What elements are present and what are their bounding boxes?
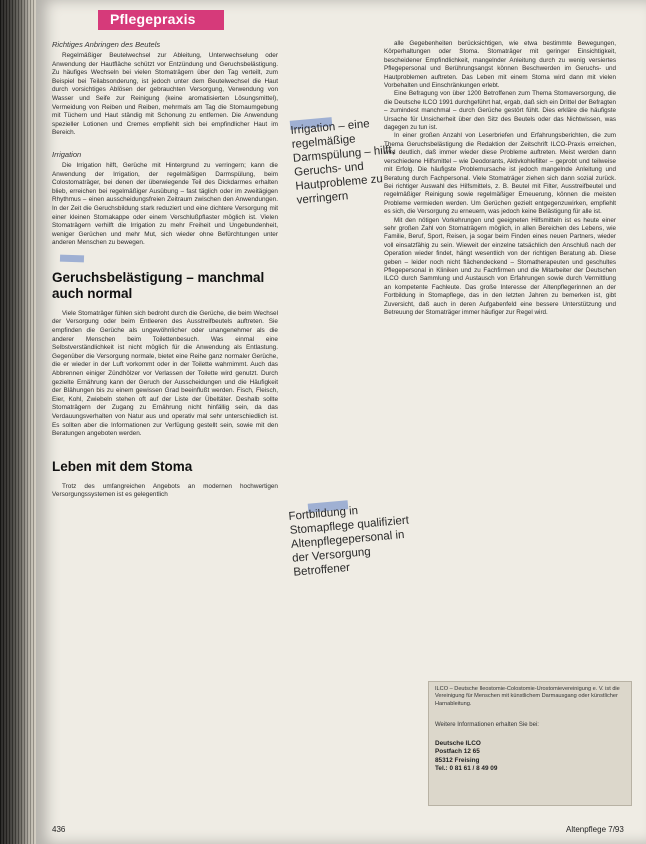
pull-quote: Irrigation – eine regelmäßige Darmspülung – hilft, Geruchs- und Hautprobleme zu verringern: [290, 118, 396, 207]
paragraph: Mit den nötigen Vorkehrungen und geeigneten Hilfsmitteln ist es heute einer sehr großen Zahl von Stomaträgern möglich, in allen Bereichen des Lebens, wie Familie, Beruf, Sport, Reisen, ja sogar beim Finden eines neuen Partners, wieder voll einsatzfähig zu sein. Wieweit der einzelne tatsächlich den Anschluß nach der Operation wieder findet, hängt wesentlich von der richtigen Beratung ab. Diese geben – leider noch nicht flächendeckend – Stomatherapeuten und geschultes Pflegepersonal in Kliniken und zu Fachfirmen und die Mitarbeiter der Deutschen ILCO durch Sammlung und Austausch von Erfahrungen sowie durch Vermittlung an kompetente Fachleute. Das große Interesse der Altenpflegerinnen an der Fortbildung in Stomapflege, das in den letzten Jahren zu bemerken ist, gibt Zuversicht, daß auch in deren Aufgabenfeld eine bessere Unterstützung und Betreuung der Stomaträger immer häufiger zur Regel wird.: [384, 216, 616, 316]
info-box-address: [435, 740, 625, 774]
section-header-bar: [98, 10, 224, 30]
paragraph: In einer großen Anzahl von Leserbriefen und Erfahrungsberichten, die zum Thema Geruchsbelästigung die Redaktion der Zeitschrift ILCO-Praxis erreichen, wird deutlich, daß immer wieder diese Probleme auftreten. Meist werden dann verschiedene Hilfsmittel – wie Deodorants, Aktivkohlefilter – geprobt und teilweise mit Erfolg. Die häufigste Problemursache ist jedoch mangelnde Anleitung und Beratung durch Fachpersonal. Viele Stomaträger ziehen sich dann sozial zurück. Bei richtiger Auswahl des Hilfsmittels, z. B. Beutel mit Filter, Ausstreifbeutel und regelmäßiger Reinigung sowie regelmäßiger Erneuerung, können die meisten Probleme vermieden werden. Um Gerüchen gezielt entgegenzuwirken, empfiehlt es sich, die Versorgung zu erneuern, was jedoch keine Belästigung für alle ist.: [384, 132, 616, 216]
issue-label: Altenpflege 7/93: [566, 825, 624, 834]
pull-quote: Fortbildung in Stomapflege qualifiziert Altenpflegepersonal in der Versorgung Betroffener: [288, 504, 410, 579]
info-box-more: Weitere Informationen erhalten Sie bei:: [435, 722, 539, 728]
paragraph: alle Gegebenheiten berücksichtigen, wie etwa bestimmte Bewegungen, Körperhaltungen oder Stoma. Stomaträger mit geringer Einsichtigkeit, bescheidener Empfindlichkeit, mangelnder Anleitung durch zu wenig versiertes Pflegepersonal und Berührungsangst können Beschwerden im Geruchs- und Hautproblemen auftreten. Das Leben mit einem Stoma wird dann mit vielen Vorbehalten und Einschränkungen erlebt.: [384, 40, 616, 90]
paragraph: Trotz des umfangreichen Angebots an modernen hochwertigen Versorgungssystemen ist es gelegentlich: [52, 482, 278, 499]
right-column: [384, 40, 616, 317]
paragraph: Eine Befragung von über 1200 Betroffenen zum Thema Stomaversorgung, die die Deutsche ILCO 1991 durchgeführt hat, ergab, daß sich ein Drittel der Befragten – zumindest manchmal – durch Gerüche gestört fühlt. Dies erkläre die häufigste Ursache für Unsicherheit über den Sitz des Beutels oder das Nichtwissen, was dagegen zu tun ist.: [384, 90, 616, 132]
address-line: Deutsche ILCO: [435, 740, 481, 747]
subhead-accent: [60, 255, 84, 263]
address-line: Postfach 12 65: [435, 748, 480, 756]
subhead-beutel: Richtiges Anbringen des Beutels: [52, 40, 161, 49]
paragraph: Regelmäßiger Beutelwechsel zur Ableitung, Unterwechselung oder Anwendung der Hautfläche schützt vor Entzündung und Geruchsbelästigung. Zu häufiges Wechseln bei vielen Stomaträgern über den Tag verteilt, zum Beispiel bei Teilabsonderung, ist jedoch unter dem Beutelwechsel die Haut durch vorsichtiges Ablösen der gebrauchten Versorgung, Verwendung von Wasser und Seife zur Reinigung (keine aromatisierten Lösungsmittel), Vermeidung von Reiben und Reiben, mehrmals am Tag die Stomaumgebung mit Tüchern und Haut ständig mit Schonung zu entfernen. Die Anwendung spezieller Lotionen und Cremes empfiehlt sich bei empfindlicher Haut im Bereich.: [52, 52, 278, 137]
info-box-intro: ILCO – Deutsche Ileostomie-Colostomie-Urostomievereinigung e. V. ist die Vereinigung für Menschen mit künstlichem Darmausgang oder künstlicher Harnableitung.: [435, 686, 620, 707]
book-binding: [0, 0, 38, 844]
address-line: Tel.: 0 81 61 / 8 49 09: [435, 765, 498, 773]
heading-leben-mit-stoma: Leben mit dem Stoma: [52, 458, 193, 474]
page-edges: [0, 0, 38, 844]
left-column: [52, 40, 278, 500]
page-number: 436: [52, 825, 66, 834]
paragraph: Viele Stomaträger fühlen sich bedroht durch die Gerüche, die beim Wechsel der Versorgung oder beim Entleeren des Ausstreifbeutels auftreten. Sie empfinden die Gerüche als ungewöhnlicher oder unangenehmer als die anderer Menschen beim Toilettenbesuch. Was einmal eine Selbstverständlichkeit ist nicht möglich für die Anwendung als Entlastung. Gegenüber die Versorgung normale, bietet eine Reihe ganz normaler Gerüche, die er wieder in der Luft vorkommt oder in der Toilette wahrnimmt. Auch das Abbrennen einiger Zündhölzer vor Verlassen der Toilette wird genutzt. Durch gezielte Ernährung kann der Geruch der Ausscheidungen und die Häufigkeit der Blähungen bis zu einem gewissen Grad beeinflußt werden. Fisch, Fleisch, Eier, Kohl, Zwiebeln stehen oft auf der Liste der Übeltäter. Deshalb sollte Stomaträgern der Zugang zu Ernährung nicht hinfällig sein, da das Verdauungsverhalten von Natur aus und operativ mal sehr unterschiedlich ist. Es sollten aber die Informationen zur Verfügung gestellt sein, sowie mit den Beratungen angeboten werden.: [52, 309, 278, 438]
ilco-info-box: [428, 681, 632, 806]
address-line: 85312 Freising: [435, 756, 480, 764]
heading-geruchsbelaestigung: Geruchsbelästigung – manchmal auch normal: [52, 269, 265, 301]
subhead-irrigation: Irrigation: [52, 149, 82, 159]
section-label: Pflegepraxis: [110, 11, 196, 27]
paragraph: Die Irrigation hilft, Gerüche mit Hintergrund zu verringern; kann die Anwendung der Irrigation, der regelmäßigen Darmspülung, beim Colostomaträger, bei denen der überwiegende Teil des Dickdarmes erhalten blieb, erreichen bei regelmäßiger Ausübung – fast täglich oder im zweitägigen Rhythmus – einen ausscheidungsfreien Zeitraum zwischen den Anwendungen. In der Zeit die Geruchsbildung stark reduziert und eine dichtere Versorgung mit einer kleinen Stomakappe oder einem Verschlußpflaster möglich ist. Vielen Stomaträgern verhilft die Irrigation zu mehr Freiheit und Ungebundenheit, weniger Gerüchen und mehr Mut, sich wieder ohne Befürchtungen unter anderen Menschen zu bewegen.: [52, 161, 278, 247]
